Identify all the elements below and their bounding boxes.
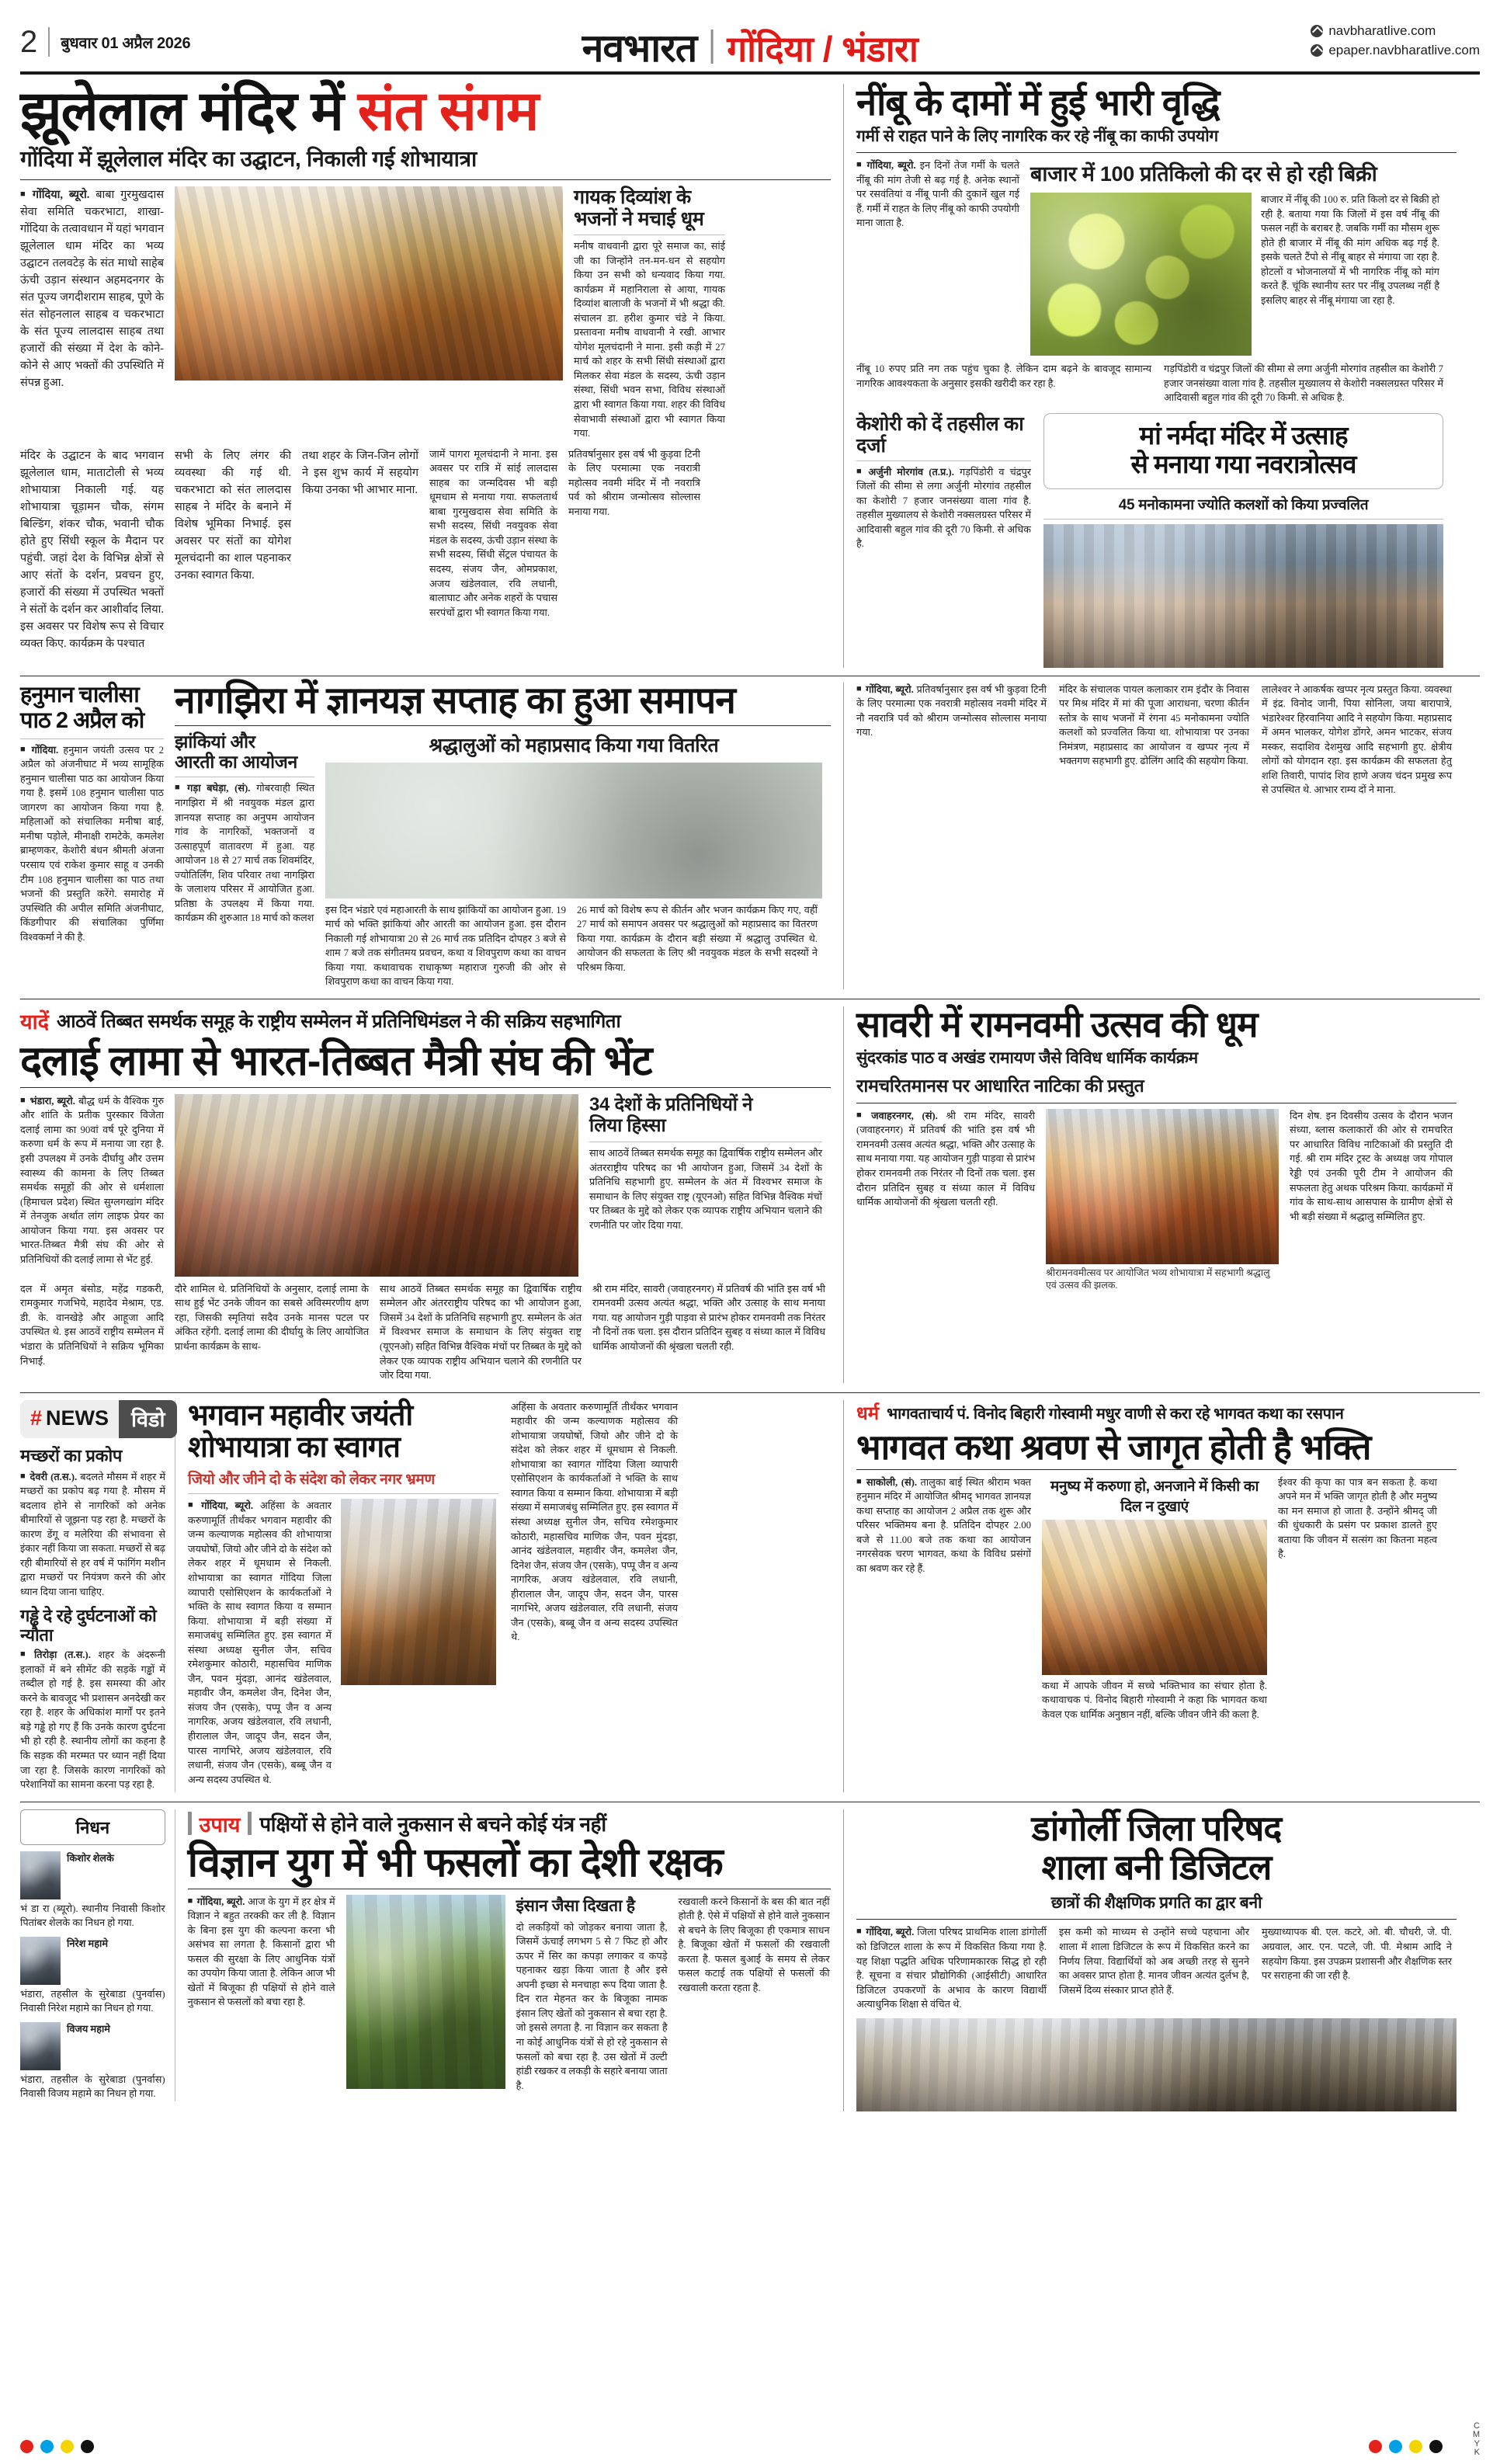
lead-col-2 — [175, 186, 563, 441]
bhagwat-photo — [1042, 1520, 1267, 1675]
section-rule-3 — [20, 1392, 1480, 1393]
kicker-bar-left — [188, 1812, 192, 1835]
color-dot-magenta — [1369, 2440, 1382, 2453]
dalai-kicker-text: आठवें तिब्बत समर्थक समूह के राष्ट्रीय सम्मेलन में प्रतिनिधिमंडल ने की सक्रिय सहभागिता — [57, 1010, 621, 1032]
brand-name: नवभारत — [582, 26, 697, 70]
news-item-1-body — [20, 1470, 165, 1600]
lead-col-a — [20, 447, 164, 652]
website-url-epaper: epaper.navbharatlive.com — [1328, 42, 1480, 57]
upay-text-1: आज के युग में हर क्षेत्र में विज्ञान ने बहुत तरक्की कर ली है. विज्ञान के बिना इस युग की कल्पना करना भी असंभव सा लगता है. किसानों द्वारा भी फसल की सुरक्षा के लिए आधुनिक यंत्रों का उपयोग किया जाता है. लेकिन आज भी खेतों में बिजूका ही पक्षियों से होने वाले नुकसान से फसलों को बचा रहा है. — [187, 1896, 335, 2008]
color-dot-cyan — [40, 2440, 54, 2453]
narmada-body-1 — [856, 683, 1047, 740]
mahavir-photo — [341, 1499, 496, 1685]
nagzira-box-line2: आरती का आयोजन — [175, 751, 298, 772]
upay-kicker — [188, 1809, 831, 1838]
dalai-story — [20, 1006, 843, 1383]
lemon-para-2: बाजार में नींबू की 100 रु. प्रति किलो दर से बिक्री हो रही है. बताया गया कि जिलों में इस वर्ष नींबू की फसल नहीं के बराबर है. जबकि गर्मी का मौसम शुरू होते ही बाजार में नींबू की मांग अधिक बढ़ गई है. इसके चलते टैंपो से नींबू बाहर से मंगाया जा रहा है. होटलों व भोजनालयों में भी नागरिक नींबू को मांग करते हैं. चूंकि स्थानीय स्तर पर नींबू उपलब्ध नहीं है इसलिए बाहर से नींबू मंगाया जा रहा है. — [1261, 194, 1439, 306]
mahavir-headline-line1: भगवान महावीर जयंती — [188, 1399, 413, 1432]
dalai-photo — [175, 1094, 578, 1277]
lead-side-story — [574, 186, 725, 441]
side-story-headline: गायक दिव्यांश के भजनों ने मचाई धूम — [574, 186, 704, 230]
lead-col-1 — [20, 186, 164, 441]
lemon-dateline: ■ गोंदिया, ब्यूरो. — [856, 160, 916, 171]
lead-headline-red: संत संगम — [357, 81, 539, 142]
cmyk-marks — [1473, 2422, 1480, 2458]
bhagwat-box: मनुष्य में करुणा हो, अनजाने में किसी का दिल न दुखाएं — [1050, 1478, 1259, 1515]
color-dot-yellow — [1409, 2440, 1422, 2453]
obituary-3-name: विजय महामे — [67, 2023, 110, 2035]
upay-story — [20, 1809, 843, 2111]
dalai-box-line1: 34 देशों के प्रतिनिधियों ने — [589, 1093, 753, 1115]
sawri-subhead: सुंदरकांड पाठ व अखंड रामायण जैसे विविध धार्मिक कार्यक्रम — [856, 1048, 1198, 1067]
lead-headline — [20, 81, 831, 142]
dalai-sawri-section — [20, 1003, 1480, 1383]
bhagwat-kicker-text: भागवताचार्य पं. विनोद बिहारी गोस्वामी मधुर वाणी से करा रहे भागवत कथा का रसपान — [887, 1405, 1344, 1423]
lead-para-1 — [20, 186, 164, 391]
obituary-column — [20, 1809, 175, 2101]
color-dot-cyan — [1389, 2440, 1402, 2453]
narmada-text-3: लालेश्वर ने आकर्षक खप्पर नृत्य प्रस्तुत किया. व्यवस्था में इंद्र. विनोद जानी, पिया सोनिला, जया बारापात्रे, भंडारेश्वर हिरवानिया आदि ने सहयोग किया. महाप्रसाद में अमन भालकर, योगेश डोंगरे, अमन भाटकर, संजय मस्कर, सदाशिव देशमुख आदि सहभागी हुए. क्षेत्रीय लोगों को योगदान रहा. इस कार्यक्रम की सफलता हेतु शशि तिवारी, पापांद शिव हाणे अजय चंदन प्रमुख रूप से उपस्थित थे. आभार राम्य दों ने माना. — [1262, 683, 1452, 796]
dalai-text-1: बौद्ध धर्म के वैश्विक गुरु और शांति के प्रतीक पुरस्कार विजेता दलाई लामा का 90वां वर्ष पूरे दुनिया में करुणा धर्म के रूप में मनाया जा रहा है. इसी उपलक्ष्य में उनके दीर्घायु और उत्तम स्वास्थ्य की कामना के लिए तिब्बत समर्थक समूहों की ओर से धर्मशाला (हिमाचल प्रदेश) स्थित सुग्लगखांग मंदिर में तेनजुक अर्थात लांग लाइफ प्रेयर का आयोजन किया गया. इस अवसर पर भारत-तिब्बत मैत्री संघ की ओर से प्रतिनिधियों की दलाई लामा से भेंट हुई. — [20, 1095, 164, 1265]
sawri-body-1 — [856, 1109, 1035, 1210]
dangoli-text-2: इस कमी को माध्यम से उन्होंने सच्चे पहचाना और शाला में शाला डिजिटल के रूप में विकसित करने का निर्णय लिया. विद्यार्थियों को अब अच्छी तरह से सुनने का अवसर प्राप्त होता है. मानव जीवन अत्यंत दुर्लभ है, जिसमें दिव्य संस्कार प्राप्त होते हैं. — [1059, 1927, 1249, 1996]
lemon-para-4: गड़पिंडोरी व चंद्रपुर जिलों की सीमा से लगा अर्जुनी मोरगांव तहसील का केशोरी 7 हजार जनसंख्या वाला गांव है. तहसील मुख्यालय से केशोरी नक्सलग्रस्त परिसर में आदिवासी बहुल गांव की दूरी 70 किमी. से अधिक है. — [1164, 363, 1443, 404]
nagzira-col-2 — [325, 732, 822, 989]
bhagwat-text-1: तालुका बाई स्थित श्रीराम भक्त हनुमान मंदिर में आयोजित श्रीमद् भागवत ज्ञानयज्ञ कथा सप्ताह का आयोजन 2 अप्रैल तक शुरू और परिसर भक्तिमय बना है. प्रतिदिन दोपहर 2.00 बजे से 11.00 बजे तक कथा का आयोजन नगरसेवक चरण भागवत, कथा के विविध प्रसंगों का श्रवण कर रहे हैं. — [856, 1476, 1031, 1574]
news-item-1-text: बदलते मौसम में शहर में मच्छरों का प्रकोप बढ़ गया है. मौसम में बदलाव होने से नागरिकों को अनेक बीमारियों से जूझना पड़ रहा है. मच्छरों के कारण डेंगू व मलेरिया की संभावना से इंकार नहीं किया जा सकता. मच्छरों से बढ़ रही बीमारियों से हर वर्ष में फांगिंग मशीन द्वारा मच्छरों पर नियंत्रण करने की ओर ध्यान दिया जाना चाहिए. — [20, 1471, 165, 1598]
dangoli-body-1 — [856, 1925, 1047, 2011]
dalai-text-6: श्री राम मंदिर, सावरी (जवाहरनगर) में प्रतिवर्ष की भांति इस वर्ष भी रामनवमी उत्सव अत्यंत श्रद्धा, भक्ति और उत्साह के साथ मनाया गया. यह आयोजन गुड़ी पाड़वा से प्रारंभ होकर रामनवमी तक निरंतर नौ दिनों तक चला. इस दौरान प्रतिदिन सुबह व संध्या काल में विविध धार्मिक आयोजनों की श्रृंखला चलती रही. — [592, 1283, 825, 1353]
mahavir-subhead: जियो और जीने दो के संदेश को लेकर नगर भ्रमण — [188, 1472, 435, 1489]
sawri-dateline: ■ जवाहरनगर, (सं). — [856, 1110, 938, 1121]
website-url-main: navbharatlive.com — [1328, 23, 1436, 38]
nagzira-text-3: 26 मार्च को विशेष रूप से कीर्तन और भजन कार्यक्रम किए गए, वहीं 27 मार्च को समापन अवसर पर श्रद्धालुओं को महाप्रसाद का वितरण किया गया. कार्यक्रम के दौरान बड़ी संख्या में श्रद्धालु उपस्थित थे. आयोजन की सफलता के लिए श्री नवयुवक मंडल के सभी सदस्यों ने परिश्रम किया. — [577, 904, 818, 973]
kesori-body — [856, 465, 1031, 551]
lemon-subhead: गर्मी से राहत पाने के लिए नागरिक कर रहे नींबू का काफी उपयोग — [856, 127, 1218, 145]
obituary-2-name: निरेश महामे — [67, 1937, 108, 1949]
sawri-story — [843, 1003, 1457, 1383]
hanuman-dateline: ■ गोंदिया. — [20, 745, 58, 756]
obituary-3 — [20, 2022, 165, 2070]
mahavir-extra-column — [511, 1400, 678, 1792]
lemon-boxhead: बाजार में 100 प्रतिकिलो की दर से हो रही बिक्री — [1030, 162, 1377, 186]
dalai-kicker-label: यादें — [20, 1010, 49, 1034]
obituary-2-text: भंडारा, तहसील के सुरेबाडा (पुनर्वास) निवासी निरेश महामे का निधन हो गया. — [20, 1988, 165, 2014]
obituary-1-text: भं डा रा (ब्यूरो). स्थानीय निवासी किशोर पितांबर शेलके का निधन हो गया. — [20, 1903, 165, 1929]
narmada-headline-line1: मां नर्मदा मंदिर में उत्साह — [1139, 420, 1348, 450]
obituary-3-text: भंडारा, तहसील के सुरेबाडा (पुनर्वास) निवासी विजय महामे का निधन हो गया. — [20, 2073, 165, 2100]
lead-dateline: ■ गोंदिया, ब्यूरो. — [20, 189, 89, 201]
nagzira-photo — [325, 763, 822, 898]
mahavir-text-2: अहिंसा के अवतार करुणामूर्ति तीर्थंकर भगवान महावीर की जन्म कल्याणक महोत्सव की शोभायात्रा जयघोषों, जियो और जीने दो के संदेश को लेकर शहर में धूमधाम से निकली. शोभायात्रा का स्वागत गोंदिया जिला व्यापारी एसोसिएशन के कार्यकर्ताओं ने भक्ति के साथ स्वागत किया व सम्मान किया. शोभायात्रा में बड़ी संख्या में समाजबंधु सम्मिलित हुए. इस स्वागत में संस्था अध्यक्ष सुनील जैन, सचिव रमेशकुमार कोठारी, महासचिव माणिक जैन, पवन मुंदड़ा, आनंद खंडेलवाल, महावीर जैन, कमलेश जैन, दिनेश जैन, संजय जैन (एसके), पप्पू जैन व अन्य नागरिक, अजय खंडेलवाल, रवि लधानी, हीरालाल जैन, जादूप जैन, सदन जैन, पारस नागभिरे, अजय खंडेलवाल, रवि लधानी, संजय जैन (एसके), बब्बू जैन व अन्य सदस्य उपस्थित थे. — [511, 1401, 678, 1643]
edition-name: गोंदिया / भंडारा — [727, 29, 918, 69]
bhagwat-dateline: ■ साकोली, (सं). — [856, 1477, 917, 1488]
footer-color-dots-right — [1369, 2440, 1443, 2453]
mahavir-body-1 — [188, 1499, 332, 1787]
upay-text-2: दो लकड़ियों को जोड़कर बनाया जाता है, जिसमें ऊंचाई लगभग 5 से 7 फिट हो और ऊपर में सिर का कपड़ा लगाकर व कपड़े पहनाकर खड़ा किया जाता है और इसे अपनी इच्छा से मनचाहा रूप दिया जाता है. दिन रात मेहनत कर के बिजूका नामक इंसान लिए खेतों को नुकसान से बचा रहा है. जो इससे लगता है. ना विज्ञान कर सकता है ना कोई आधुनिक यंत्रों से हो रहे नुकसान से फसलों को बचा रहा है. उस खेतों में उल्टी हांडी रखकर व लकड़ी के सहारे बनाया जाता है. — [516, 1921, 668, 2091]
hanuman-story — [20, 683, 164, 989]
publication-date: बुधवार 01 अप्रैल 2026 — [61, 34, 191, 52]
news-item-2-head: गड्ढे दे रहे दुर्घटनाओं को न्यौता — [20, 1605, 157, 1645]
website-links — [1311, 22, 1480, 60]
cmyk-y: Y — [1474, 2438, 1480, 2448]
lemon-headline: नींबू के दामों में हुई भारी वृद्धि — [856, 82, 1220, 123]
middle-section — [20, 679, 1480, 989]
lead-headline-black: झूलेलाल मंदिर में — [20, 81, 358, 142]
upay-dateline: ■ गोंदिया, ब्यूरो. — [188, 1896, 245, 1907]
narmada-headline-line2: से मनाया गया नवरात्रोत्सव — [1130, 449, 1356, 478]
website-link-epaper[interactable] — [1311, 41, 1480, 61]
lead-col-d — [429, 447, 557, 652]
kesori-dateline: ■ अर्जुनी मोरगांव (त.प्र.). — [856, 467, 954, 478]
bhagwat-kicker — [856, 1400, 1457, 1426]
dalai-kicker — [20, 1006, 831, 1035]
sawri-headline: सावरी में रामनवमी उत्सव की धूम — [856, 1003, 1258, 1044]
sawri-photo — [1046, 1109, 1279, 1264]
sawri-text-1: श्री राम मंदिर, सावरी (जवाहरनगर) में प्रतिवर्ष की भांति इस वर्ष भी रामनवमी उत्सव अत्यंत श्रद्धा, भक्ति और उत्साह के साथ मनाया गया. यह आयोजन गुड़ी पाड़वा से प्रारंभ होकर रामनवमी तक निरंतर नौ दिनों तक चला. इस दौरान प्रतिदिन सुबह व संध्या काल में विविध धार्मिक आयोजनों की श्रृंखला चलती रही. — [856, 1110, 1035, 1208]
lead-rule — [20, 179, 831, 180]
folio — [20, 26, 190, 57]
brand-divider — [710, 30, 713, 64]
globe-icon — [1311, 25, 1323, 37]
upay-headline: विज्ञान युग में भी फसलों का देशी रक्षक — [187, 1840, 723, 1885]
footer-color-dots-left — [20, 2440, 94, 2453]
nagzira-text-1: गोबरवाही स्थित नागझिरा में श्री नवयुवक मंडल द्वारा ज्ञानयज्ञ सप्ताह का अनुपम आयोजन गांव के नागरिकों, भक्तजनों व उत्साहपूर्ण वातावरण में हुआ. यह आयोजन 18 से 27 मार्च तक शिवमंदिर, ज्योतिर्लिंग, शिव परिवार तथा नागझिरा के जलाशय परिसर में आयोजित हुआ. प्रतिष्ठा के उपलक्ष्य में किया गया. कार्यक्रम की शुरुआत 18 मार्च को कलश — [175, 783, 314, 924]
bhagwat-text-2: कथा में आपके जीवन में सच्चे भक्तिभाव का संचार होता है. कथावाचक पं. विनोद बिहारी गोस्वामी ने कहा कि भागवत कथा केवल एक धार्मिक अनुष्ठान नहीं, बल्कि जीवन जीने की कला है. — [1042, 1680, 1267, 1720]
news-badge-news: NEWS — [46, 1406, 109, 1430]
color-dot-magenta — [20, 2440, 33, 2453]
lower-section — [20, 1400, 1480, 1792]
brand-block — [582, 20, 918, 73]
dalai-text-5: साथ आठवें तिब्बत समर्थक समूह का द्विवार्षिक राष्ट्रीय सम्मेलन और अंतरराष्ट्रीय परिषद का भी आयोजन हुआ, जिसमें 34 देशों के प्रतिनिधि सहभागी हुए. सम्मेलन के अंत में विश्वभर समाज के समाधान के लिए संयुक्त राष्ट्र (यूएनओ) सहित विभिन्न वैश्विक मंचों पर तिब्बत के मुद्दे को लेकर एक व्यापक राष्ट्रीय अभियान चलाने की रणनीति पर जोर दिया गया. — [380, 1283, 582, 1381]
nagzira-body-1 — [175, 781, 314, 925]
nagzira-headline: नागझिरा में ज्ञानयज्ञ सप्ताह का हुआ समापन — [175, 679, 735, 721]
dalai-text-2: दौरे शामिल थे. प्रतिनिधियों के अनुसार, दलाई लामा के साथ हुई भेंट उनके जीवन का सबसे अविस्मरणीय क्षण रहा, जिसकी स्मृतियां सदैव उनके मानस पटल पर अंकित रहेंगी. दलाई लामा की दीर्घायु के लिए आयोजित प्रार्थना कार्यक्रम के साथ- — [175, 1283, 369, 1353]
mahavir-headline-line2: शोभायात्रा का स्वागत — [188, 1431, 400, 1465]
lemon-para-3: नींबू 10 रुपए प्रति नग तक पहुंच चुका है. लेकिन दाम बढ़ने के बावजूद सामान्य नागरिक आवश्यकता के अनुसार इसकी खरीदी कर रहा है. — [856, 363, 1151, 389]
upay-kicker-label: उपाय — [199, 1812, 241, 1837]
upay-text-3: रखवाली करने किसानों के बस की बात नहीं होती है. ऐसे में पक्षियों से होने वाले नुकसान से बचने के लिए बिजूका ही एकमात्र साधन है. बिजूका खेतों में फसलों की रखवाली करता है. फसल बुआई के समय से लेकर फसल कटाई तक पक्षियों से फसलों की रखवाली करता रहता है. — [678, 1896, 830, 1993]
obituary-2-photo — [20, 1937, 61, 1985]
lemon-body-1: इन दिनों तेज गर्मी के चलते नींबू की मांग तेजी से बढ़ गई है. अनेक स्थानों पर रसवंतियां व नींबू पानी की दुकानें खुल गई हैं. गर्मी में राहत के लिए नींबू को काफी उपयोगी माना जाता है. — [856, 160, 1019, 229]
dangoli-story — [843, 1809, 1457, 2111]
dangoli-headline-line2: शाला बनी डिजिटल — [1041, 1847, 1272, 1888]
narmada-story — [1043, 413, 1443, 668]
hash-icon: # — [30, 1406, 43, 1430]
nagzira-text-2: इस दिन भंडारे एवं महाआरती के साथ झांकियों का आयोजन हुआ. 19 मार्च को भक्ति झांकियां और आरती का आयोजन हुआ. इस दौरान निकाली गई शोभायात्रा 20 से 26 मार्च तक प्रतिदिन दोपहर 3 बजे से शाम 7 बजे तक संगीतमय प्रवचन, कथा व शिवपुराण कथा का वाचन किया गया. कथावाचक राधाकृष्ण महाराज गुरुजी की ओर से शिवपुराण कथा का वाचन किया गया. — [325, 904, 566, 988]
upay-mid-head: इंसान जैसा दिखता है — [516, 1896, 635, 1915]
sawri-text-2: दिन शेष. इन दिवसीय उत्सव के दौरान भजन संध्या, ब्लास कलाकारों की ओर से रामचरित पर आधारित विविध नाटिकाओं की प्रस्तुति दी गई. श्री राम मंदिर ट्रस्ट के अध्यक्ष जय गोपाल रेड्डी एवं उनकी पूरी टीम ने आयोजन की सफलता हेतु अथक परिश्रम किया. कार्यक्रमों में गांव के साथ-साथ आसपास के ग्रामीण क्षेत्रों से भी बड़ी संख्या में श्रद्धालु सम्मिलित हुए. — [1290, 1110, 1453, 1222]
mahavir-text-1: अहिंसा के अवतार करुणामूर्ति तीर्थंकर भगवान महावीर की जन्म कल्याणक महोत्सव की शोभायात्रा जयघोषों, जियो और जीने दो के संदेश को लेकर शहर में धूमधाम से निकली. शोभायात्रा का स्वागत गोंदिया जिला व्यापारी एसोसिएशन के कार्यकर्ताओं ने भक्ति के साथ स्वागत किया व सम्मान किया. शोभायात्रा में बड़ी संख्या में समाजबंधु सम्मिलित हुए. इस स्वागत में संस्था अध्यक्ष सुनील जैन, सचिव रमेशकुमार कोठारी, महासचिव माणिक जैन, पवन मुंदड़ा, आनंद खंडेलवाल, महावीर जैन, कमलेश जैन, दिनेश जैन, संजय जैन (एसके), पप्पू जैन व अन्य नागरिक, अजय खंडेलवाल, रवि लधानी, हीरालाल जैन, जादूप जैन, सदन जैन, पारस नागभिरे, अजय खंडेलवाल, रवि लधानी, संजय जैन (एसके), बब्बू जैन व अन्य सदस्य उपस्थित थे. — [188, 1500, 332, 1785]
lead-para-c3: तथा शहर के जिन-जिन लोगों ने इस शुभ कार्य में सहयोग किया उनका भी आभार माना. — [302, 449, 418, 496]
obituary-2 — [20, 1937, 165, 1985]
dalai-text-4: दल में अमृत बंसोड, महेंद्र गडकरी, रामकुमार गजभिये, महादेव मेश्राम, एड. डी. के. वानखेड़े और आहूजा आदि उपस्थित थे. इस आठवें राष्ट्रीय सम्मेलन में भंडारा के प्रतिनिधियों ने सक्रिय भूमिका निभाई. — [20, 1283, 164, 1367]
narmada-photo — [1043, 524, 1443, 668]
narmada-dateline: ■ गोंदिया, ब्यूरो. — [856, 684, 914, 695]
lead-body-1: बाबा गुरमुखदास सेवा समिति चकरभाटा, शाखा-गोंदिया के तत्वावधान में यहां भगवान झूलेलाल धाम मंदिर का भव्य उद्घाटन तलवटेड़ के संत माधो साहेब ऊंची उड़ान संस्थान अहमदनगर के संत पूज्य जगदीशराम साहब, पूणे के संत सोहनलाल साहब व चकरभाटा के संत पूज्य लालदास साहब तथा हजारों की संख्या में देश के कोने-कोने से आए भक्तों की उपस्थिति में संपन्न हुआ. — [20, 189, 165, 390]
news-item-2-text: शहर के अंदरूनी इलाकों में बने सीमेंट की सड़कें गड्ढों में तब्दील हो गई है. इस समस्या की ओर करने के बावजूद भी प्रशासन अनदेखी कर रहा है. शहर के अधिकांश मार्गों पर इतने बड़े गड्ढे हो गए हैं कि उनके कारण दुर्घटना भी हो रही है. स्थानीय लोगों का कहना है कि सड़क की मरम्मत पर ध्यान नहीं दिया जा रहा है. जिसके कारण नागरिकों को परेशानियों का सामना करना पड़ रहा है. — [20, 1649, 165, 1791]
news-video-column — [20, 1400, 175, 1792]
kesori-headline: केशोरी को दें तहसील का दर्जा — [856, 412, 1024, 457]
bhagwat-kicker-label: धर्म — [856, 1402, 880, 1424]
hanuman-headline-line1: हनुमान चालीसा — [20, 682, 139, 707]
dangoli-text-3: मुख्याध्यापक बी. एल. कटरे, ओ. बी. चौधरी, जे. पी. अग्रवाल, आर. एन. पटले, जी. पी. मेश्राम आदि ने सहयोग किया. इस उपक्रम प्रशासनी और शैक्षणिक स्तर पर सराहना की जा रही है. — [1262, 1927, 1452, 1982]
obituary-1-name: किशोर शेलके — [67, 1852, 114, 1864]
nagzira-section — [20, 679, 843, 989]
top-section — [20, 81, 1480, 668]
lead-para-c2: सभी के लिए लंगर की व्यवस्था की गई थी. चकरभाटा को संत लालदास साहब ने मंदिर के बनाने में विशेष भूमिका निभाई. इस अवसर पर संतों का योगेश मूलचंदानी का शाल पहनाकर उनका स्वागत किया. — [175, 449, 291, 582]
news-item-1-head: मच्छरों का प्रकोप — [20, 1445, 123, 1465]
upay-main — [188, 1809, 831, 2101]
nagzira-mid-head: श्रद्धालुओं को महाप्रसाद किया गया वितरित — [429, 734, 719, 756]
obituary-head: निधन — [20, 1809, 165, 1845]
lead-col-e — [568, 447, 700, 652]
dalai-box-line2: लिया हिस्सा — [589, 1115, 666, 1137]
lead-para-2: मंदिर के उद्घाटन के बाद भगवान झूलेलाल धाम, माताटोली से भव्य शोभायात्रा निकाली गई. यह शोभायात्रा चूड़ामन चौक, संगम बिल्डिंग, शंकर चौक, भवानी चौक होते हुए सिंधी स्कूल के मैदान पर पहुंची. जहां देश के विभिन्न क्षेत्रों से आए संतों के दर्शन, प्रवचन हुए, हजारों की संख्या में उपस्थित भक्तों ने संतों के दर्शन कर आशीर्वाद लिया. इस अवसर पर विशेष रूप से विचार व्यक्त किए. कार्यक्रम के पश्चात — [20, 449, 164, 650]
dalai-body-1 — [20, 1094, 164, 1267]
cmyk-k: K — [1474, 2448, 1480, 2458]
lemon-col-1 — [856, 158, 1019, 356]
mahavir-dateline: ■ गोंदिया, ब्यूरो. — [188, 1500, 253, 1511]
lead-story — [20, 81, 843, 668]
news-video-badge[interactable] — [20, 1400, 177, 1438]
lemon-photo — [1030, 193, 1252, 356]
lead-para-c4: जामें पागरा मूलचंदानी ने माना. इस अवसर पर रात्रि में सांई लालदास साहब का जन्मदिवस भी बड़ी धूमधाम से मनाया गया. सफलतार्थ बाबा गुरमुखदास सेवा समिति के सभी सदस्य, सिंधी नवयुवक सेवा मंडल के सदस्य, ऊंची उड़ान संस्था के सभी सदस्य, सिंधी सेंट्रल पंचायत के सदस्य, संजय जैन, ओमप्रकाश, अजय खंडेलवाल, रवि लधानी, बालाघाट और अनेक शहरों के पचास सरपंचों द्वारा भी स्वागत किया गया. — [429, 448, 557, 618]
dalai-dateline: ■ भंडारा, ब्यूरो. — [20, 1096, 75, 1107]
hanuman-body — [20, 743, 164, 945]
obituary-1-photo — [20, 1851, 61, 1899]
lead-col-b — [175, 447, 291, 652]
narmada-text-2: मंदिर के संचालक पायल कलाकार राम इंदौर के निवास पर मिश्र मंदिर में मां की पूजा आराधना, चरणा कीर्तन स्तोत्र के साथ भजनों में रंगना 45 मनोकामना ज्योति कलशों को प्रज्वलित किया था. शोभायात्रा पर उनका निमंत्रण, महाप्रसाद का आयोजन व खप्पर नृत्य में भक्तगण सहभागी हुए. ढोलिंग आदि की सहयोग किया. — [1059, 683, 1249, 767]
news-item-2-dateline: ■ तिरोड़ा (त.स.). — [20, 1649, 91, 1660]
hanuman-text: हनुमान जयंती उत्सव पर 2 अप्रैल को अंजनीघाट में भव्य सामूहिक हनुमान चालीसा पाठ का आयोजन किया गया है. इसमें 108 हनुमान चालीसा पाठ जागरण का आयोजन किया गया है. महिलाओं को संचालिका मनीषा बाई, मनीषा पड़ोले, मीनाक्षी रामटेके, कमलेश ब्राम्हणकर, केशोरी बंधन श्रीमती अंजना परसाय एवं राकेश कुमार साहू व उनकी टीम 108 हनुमान चालीसा का पाठ तथा भजनों की प्रस्तुति करेंगे. समारोह में उपस्थिति की अपील समिति अंजनीघाट, किंडगीपार की संचालिका पुर्णिमा विश्वकर्मा ने की है. — [20, 744, 164, 943]
narmada-text-1: प्रतिवर्षानुसार इस वर्ष भी कुड़वा टिनी के लिए परमात्मा एक नवरात्री महोत्सव नवमी मंदिर में नौ नवरात्रि पर्व को श्रीराम जन्मोत्सव सोल्लास मनाया गया. — [856, 683, 1047, 739]
color-dot-black — [81, 2440, 94, 2453]
dalai-col-1 — [20, 1094, 164, 1277]
dangoli-subhead: छात्रों की शैक्षणिक प्रगति का द्वार बनी — [1050, 1894, 1262, 1913]
mahavir-news-section — [20, 1400, 843, 1792]
color-dot-black — [1429, 2440, 1443, 2453]
bhagwat-headline: भागवत कथा श्रवण से जागृत होती है भक्ति — [856, 1427, 1371, 1467]
sawri-caption: श्रीरामनवमीत्सव पर आयोजित भव्य शोभायात्रा में सहभागी श्रद्धालु एवं उत्सव की झलक. — [1046, 1267, 1270, 1291]
hanuman-headline-line2: पाठ 2 अप्रैल को — [20, 707, 144, 733]
folio-divider — [48, 27, 50, 57]
lead-photo — [175, 186, 563, 381]
narmada-headline-box — [1043, 413, 1443, 489]
upay-kicker-text: पक्षियों से होने वाले नुकसान से बचने कोई यंत्र नहीं — [259, 1812, 606, 1837]
lead-col-c — [302, 447, 418, 652]
dalai-col-2 — [175, 1094, 578, 1277]
lead-subhead: गोंदिया में झूलेलाल मंदिर का उद्घाटन, निकाली गई शोभायात्रा — [20, 147, 477, 171]
obituary-1 — [20, 1851, 165, 1899]
dangoli-headline-line1: डांगोर्ली जिला परिषद — [1031, 1808, 1282, 1848]
obituary-3-photo — [20, 2022, 61, 2070]
news-badge-left — [20, 1400, 119, 1438]
upay-photo — [346, 1895, 505, 2089]
news-item-2-body — [20, 1648, 165, 1792]
dangoli-text-1: जिला परिषद प्राथमिक शाला डांगोर्ली को डिजिटल शाला के रूप में विकसित किया गया है. यह शिक्षा पद्धति अधिक परिणामकारक सिद्ध हो रही है. सूचना व संचार प्रौद्योगिकी (आईसीटी) आधारित डिजिटल उपकरणों के अभाव के कारण विद्यार्थी अत्याधुनिक शिक्षा से वंचित थे. — [856, 1927, 1047, 2010]
dangoli-photo — [856, 2018, 1457, 2111]
side-story-body: मनीष वाधवानी द्वारा पूरे समाज का, सांई जी का जिन्होंने तन-मन-धन से सहयोग किया उन सभी को धन्यवाद किया गया. कार्यक्रम में महानिराला से आया, गायक दिव्यांश बालाजी के भजनों में भी श्रद्धा की. संचालन डा. हरीश कुमार चंडे ने किया. प्रस्तावना मनीष वाधवानी ने रखी. आभार योगेश मूलचंदानी ने माना. इसी कड़ी में 27 मार्च को शहर के सभी सिंधी संस्थाओं द्वारा मिलकर सेवा मंडल के सदस्य, ऊंची उड़ान संस्था, सिंधी भवन सभा, विविध संस्थाओं द्वारा भी स्वागत किया गया. शहर की विविध सेवाभावी संस्थाओं द्वारा भी स्वागत किया गया. — [574, 241, 725, 440]
bottom-section — [20, 1809, 1480, 2111]
narmada-text-section — [843, 683, 1457, 989]
globe-icon — [1311, 44, 1323, 57]
mahavir-story — [188, 1400, 498, 1792]
dangoli-dateline: ■ गोंदिया, ब्यूरो. — [856, 1927, 914, 1937]
upay-body-1 — [188, 1895, 335, 2010]
page-number: 2 — [20, 25, 38, 59]
lead-para-c5: प्रतिवर्षानुसार इस वर्ष भी कुड़वा टिनी के लिए परमात्मा एक नवरात्री महोत्सव नवमी मंदिर में नौ नवरात्रि पर्व को श्रीराम जन्मोत्सव सोल्लास मनाया गया. — [568, 448, 700, 517]
dalai-text-3: साथ आठवें तिब्बत समर्थक समूह का द्विवार्षिक राष्ट्रीय सम्मेलन और अंतरराष्ट्रीय परिषद का भी आयोजन हुआ, जिसमें 34 देशों के प्रतिनिधि सहभागी हुए. सम्मेलन के अंत में विश्वभर समाज के समाधान के लिए संयुक्त राष्ट्र (यूएनओ) सहित विभिन्न वैश्विक मंचों पर तिब्बत के मुद्दे को लेकर एक व्यापक राष्ट्रीय अभियान चलाने की रणनीति पर जोर दिया गया. — [589, 1148, 822, 1231]
kicker-bar-right — [248, 1812, 252, 1835]
news-badge-right: विडो — [119, 1400, 177, 1438]
lemon-story — [843, 84, 1457, 668]
color-dot-yellow — [61, 2440, 74, 2453]
nagzira-story — [175, 679, 831, 989]
kesori-story — [856, 413, 1031, 668]
bhagwat-story — [843, 1400, 1457, 1792]
lemon-para-1 — [856, 158, 1019, 231]
kesori-text: गड़पिंडोरी व चंद्रपुर जिलों की सीमा से लगा अर्जुनी मोरगांव तहसील का केशोरी 7 हजार जनसंख्या वाला गांव है. तहसील मुख्यालय से केशोरी नक्सलग्रस्त परिसर में आदिवासी बहुल गांव की दूरी 70 किमी. से अधिक है. — [856, 466, 1032, 550]
website-link-main[interactable] — [1311, 22, 1480, 41]
nagzira-box-line1: झांकियां और — [175, 731, 255, 752]
masthead — [20, 0, 1480, 70]
bhagwat-text-3: ईश्वर की कृपा का पात्र बन सकता है. कथा अपने मन में भक्ति जागृत होती है और मनुष्य का मन समाज हो जाता है. उन्होंने श्रीमद् जी की धुंधकारी के प्रसंग पर प्रकाश डालते हुए बताया कि जीवन में सत्संग का कितना महत्व है. — [1278, 1476, 1437, 1560]
nagzira-col-1 — [175, 732, 314, 989]
nagzira-dateline: ■ गड़ा बघेड़ा, (सं). — [175, 783, 251, 794]
sawri-box: रामचरितमानस पर आधारित नाटिका की प्रस्तुत — [856, 1075, 1144, 1096]
bhagwat-body-1 — [856, 1475, 1031, 1576]
cmyk-c: C — [1474, 2421, 1480, 2431]
dalai-col-3 — [589, 1094, 822, 1277]
narmada-subhead: 45 मनोकामना ज्योति कलशों को किया प्रज्वलित — [1118, 496, 1369, 513]
cmyk-m: M — [1472, 2430, 1480, 2440]
dalai-headline: दलाई लामा से भारत-तिब्बत मैत्री संघ की भेंट — [20, 1037, 652, 1084]
lemon-col-2 — [1030, 158, 1442, 356]
news-item-1-dateline: ■ देवरी (त.स.). — [20, 1472, 77, 1482]
